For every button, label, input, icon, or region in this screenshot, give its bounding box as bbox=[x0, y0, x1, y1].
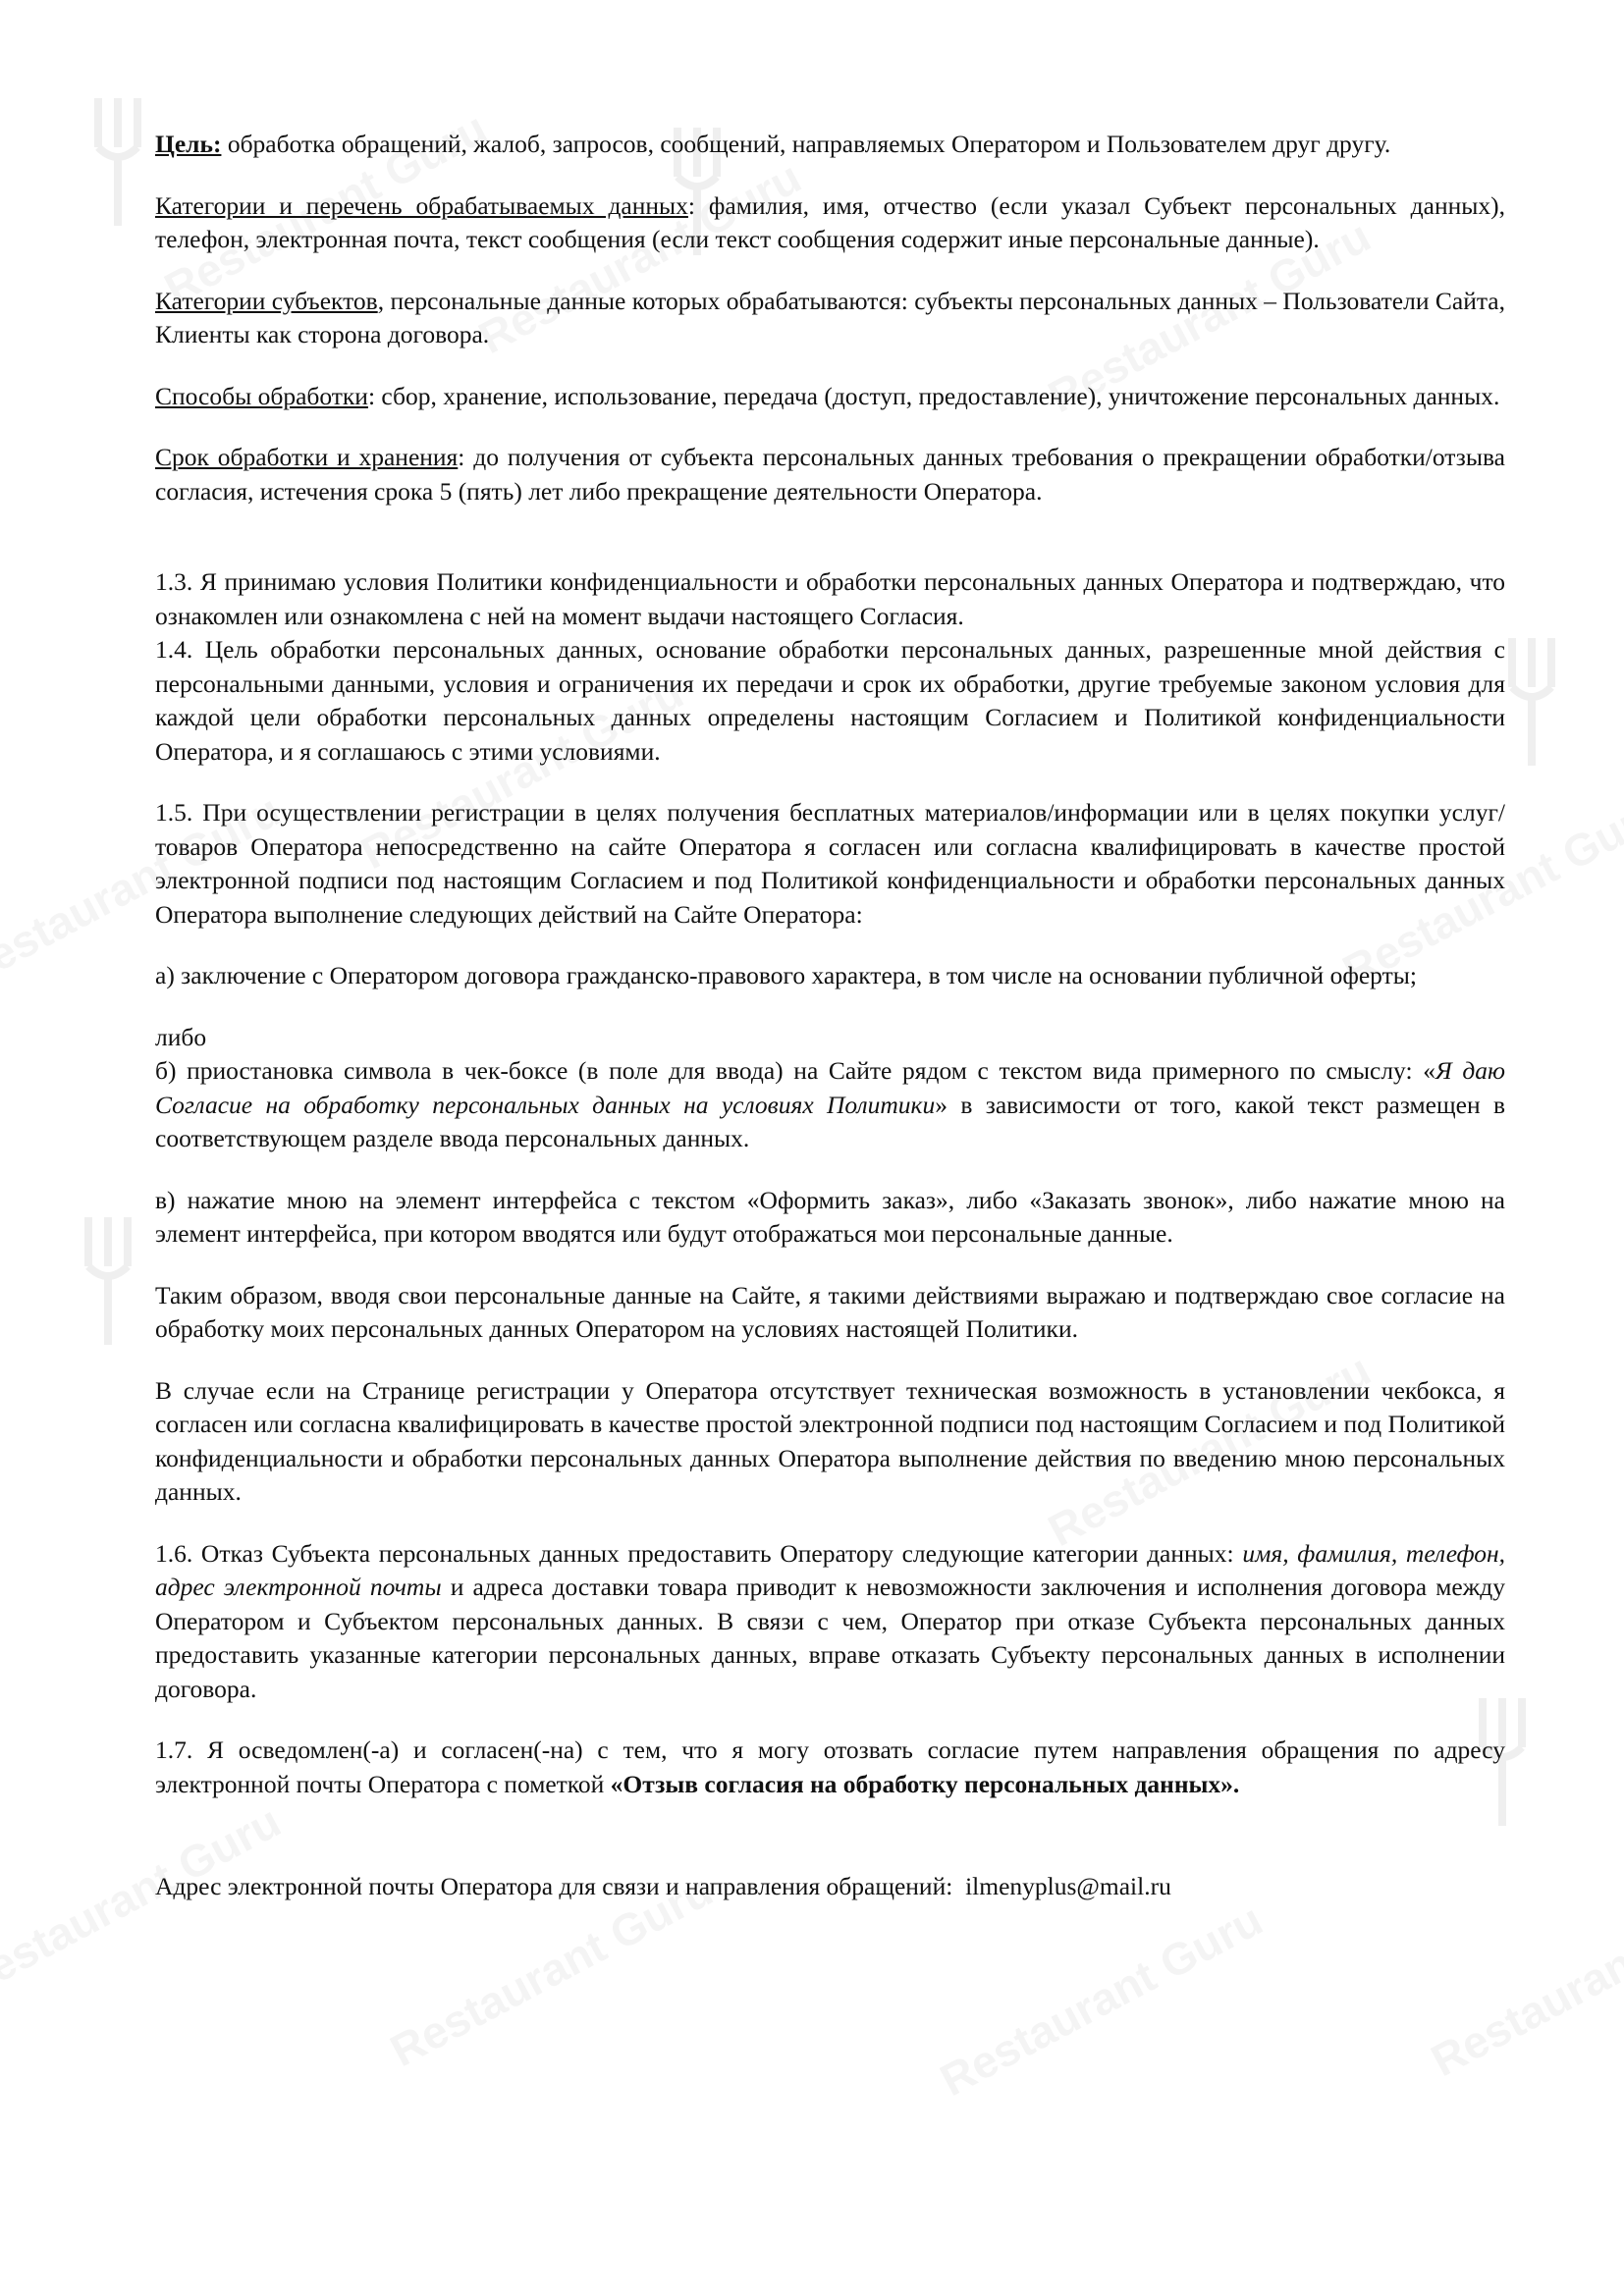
contact-label: Адрес электронной почты Оператора для связи и направления обращений: bbox=[155, 1872, 953, 1900]
spacer bbox=[155, 1829, 1505, 1870]
section-1-7-bold: «Отзыв согласия на обработку персональных данных». bbox=[610, 1769, 1240, 1798]
goal-text: обработка обращений, жалоб, запросов, сообщений, направляемых Оператором и Пользователем друг другу. bbox=[221, 130, 1391, 158]
paragraph-thus: Таким образом, вводя свои персональные данные на Сайте, я такими действиями выражаю и подтверждаю свое согласие на обработку моих персональных данных Оператором на условиях настоящей Политики. bbox=[155, 1280, 1505, 1343]
fork-logo-icon bbox=[1492, 628, 1600, 775]
term-label: Срок обработки и хранения bbox=[155, 443, 459, 471]
term-paragraph bbox=[155, 441, 1505, 508]
section-1-6-start: 1.6. Отказ Субъекта персональных данных предоставить Оператору следующие категории данных: bbox=[155, 1538, 1243, 1568]
item-b bbox=[155, 1054, 1505, 1156]
subjects-text: , персональные данные которых обрабатываются: субъекты персональных данных – Пользователи Сайта, Клиенты как сторона договора. bbox=[155, 286, 1505, 348]
item-c: в) нажатие мною на элемент интерфейса с текстом «Оформить заказ», либо «Заказать звонок», либо нажатие мною на элемент интерфейса, при котором вводятся или будут отображаться мои персональные данные. bbox=[155, 1185, 1505, 1248]
contact-email[interactable]: ilmenyplus@mail.ru bbox=[965, 1872, 1171, 1900]
section-1-6-italic: имя, фамилия, телефон, адрес электронной почты bbox=[155, 1538, 1505, 1601]
section-1-6-end: и адреса доставки товара приводит к невозможности заключения и исполнения договора между Оператором и Субъектом персональных данных. В связи с чем, Оператор при отказе Субъекта персональных данных предоставить указанные категории персональных данных, вправе отказать Субъекту персональных данных в исполнении договора. bbox=[155, 1573, 1505, 1703]
goal-paragraph bbox=[155, 128, 1505, 162]
section-1-3: 1.3. Я принимаю условия Политики конфиденциальности и обработки персональных данных Оператора и подтверждаю, что ознакомлен или ознакомлена с ней на момент выдачи настоящего Согласия. bbox=[155, 567, 1505, 630]
item-a: а) заключение с Оператором договора гражданско-правового характера, в том числе на основании публичной оферты; bbox=[155, 961, 1417, 989]
paragraph-case: В случае если на Странице регистрации у Оператора отсутствует техническая возможность в установлении чекбокса, я согласен или согласна квалифицировать в качестве простой электронной подписи под настоящим Согласием и под Политикой конфиденциальности и обработки персональных данных Оператора выполнение действия по введению мною персональных данных. bbox=[155, 1375, 1505, 1506]
item-b-italic: Я даю Согласие на обработку персональных данных на условиях Политики bbox=[155, 1056, 1505, 1119]
methods-text: : сбор, хранение, использование, передача (доступ, предоставление), уничтожение персональных данных. bbox=[367, 381, 1500, 410]
categories-text: : фамилия, имя, отчество (если указал Субъект персональных данных), телефон, электронная почта, текст сообщения (если текст сообщения содержит иные персональные данные). bbox=[155, 190, 1505, 253]
item-b-start: б) приостановка символа в чек-боксе (в поле для ввода) на Сайте рядом с текстом вида примерного по смыслу: « bbox=[155, 1056, 1435, 1085]
subjects-label: Категории субъектов bbox=[155, 286, 378, 315]
methods-paragraph bbox=[155, 380, 1505, 414]
section-1-4: 1.4. Цель обработки персональных данных, основание обработки персональных данных, разрешенные мной действия с персональными данными, условия и ограничения их передачи и срок их обработки, другие требуемые законом условия для каждой цели обработки персональных данных определены настоящим Согласием и Политикой конфиденциальности Оператора, и я соглашаюсь с этими условиями. bbox=[155, 635, 1505, 766]
spacer bbox=[155, 536, 1505, 565]
section-1-7 bbox=[155, 1734, 1505, 1801]
categories-paragraph bbox=[155, 189, 1505, 257]
section-1-7-start: 1.7. Я осведомлен(-а) и согласен(-на) с тем, что я могу отозвать согласие путем направления обращения по адресу электронной почты Оператора с пометкой bbox=[155, 1735, 1505, 1798]
categories-label: Категории и перечень обрабатываемых данных bbox=[155, 190, 688, 220]
contact-line bbox=[155, 1870, 1505, 1904]
goal-label: Цель: bbox=[155, 130, 222, 158]
section-1-6 bbox=[155, 1537, 1505, 1707]
item-b-end: » в зависимости от того, какой текст размещен в соответствующем разделе ввода персональных данных. bbox=[155, 1090, 1505, 1152]
document-body bbox=[155, 128, 1505, 1932]
or-word: либо bbox=[155, 1022, 207, 1051]
section-1-5: 1.5. При осуществлении регистрации в целях получения бесплатных материалов/информации или в целях покупки услуг/товаров Оператора непосредственно на сайте Оператора я согласен или согласна квалифицировать в качестве простой электронной подписи под настоящим Согласием и под Политикой конфиденциальности и обработки персональных данных Оператора выполнение следующих действий на Сайте Оператора: bbox=[155, 798, 1505, 929]
methods-label: Способы обработки bbox=[155, 381, 368, 410]
term-text: : до получения от субъекта персональных данных требования о прекращении обработки/отзыва согласия, истечения срока 5 (пять) лет либо прекращение деятельности Оператора. bbox=[155, 443, 1505, 506]
subjects-paragraph bbox=[155, 285, 1505, 352]
